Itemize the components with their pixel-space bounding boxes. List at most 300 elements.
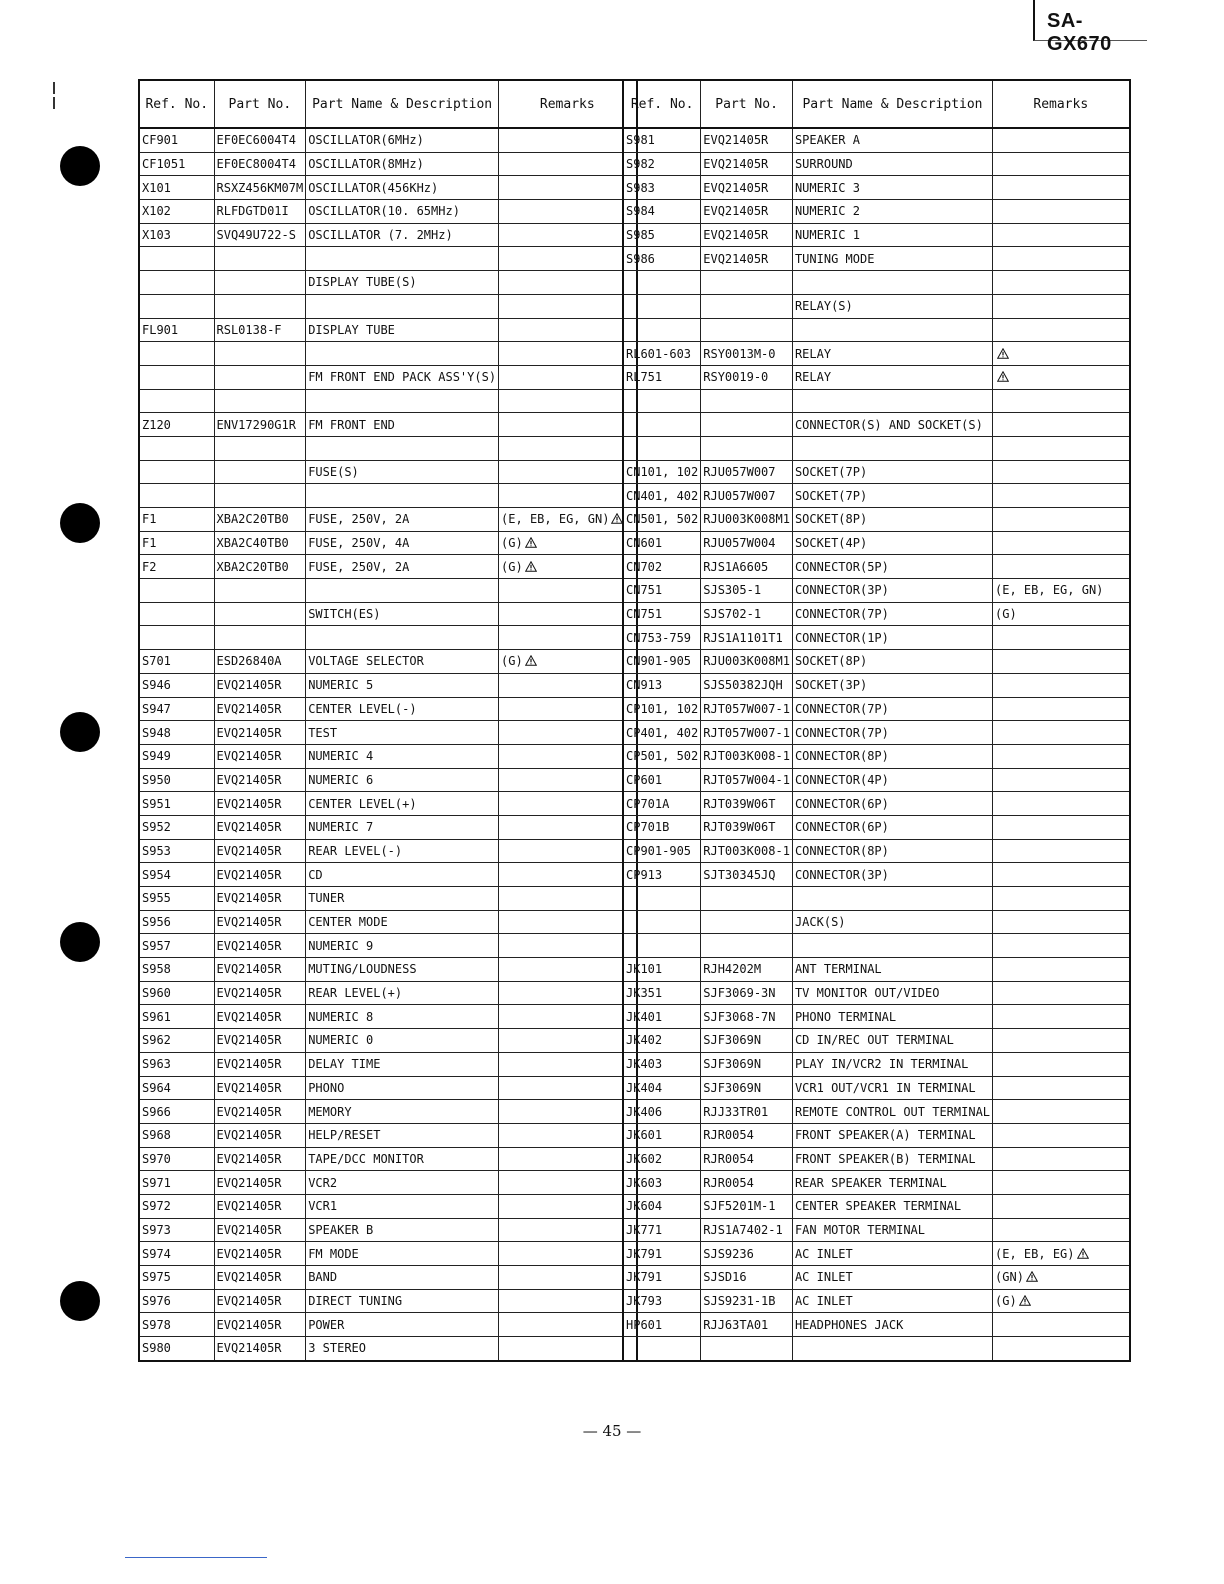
ref-no-cell — [139, 176, 214, 200]
remarks-cell — [993, 1123, 1130, 1147]
table-row — [623, 1313, 1130, 1337]
table-row — [623, 863, 1130, 887]
ref-no-cell — [139, 223, 214, 247]
part-no-cell — [701, 887, 793, 911]
table-row — [139, 839, 637, 863]
remarks-cell — [993, 1266, 1130, 1290]
safety-warning-icon — [997, 371, 1009, 382]
part-no-cell-text: RJR0054 — [703, 1151, 754, 1166]
table-row — [139, 484, 637, 508]
description-cell-text: PHONO TERMINAL — [794, 1009, 897, 1024]
table-row — [623, 839, 1130, 863]
description-cell-text: CONNECTOR(1P) — [794, 630, 889, 645]
ref-no-cell — [623, 318, 701, 342]
part-no-cell-text: EVQ21405R — [216, 1057, 282, 1072]
ref-no-cell — [623, 200, 701, 224]
part-no-cell — [214, 436, 306, 460]
part-no-cell — [214, 958, 306, 982]
description-cell — [306, 1100, 499, 1124]
remarks-cell — [993, 1029, 1130, 1053]
description-cell — [306, 887, 499, 911]
part-no-cell — [701, 460, 793, 484]
ref-no-cell — [139, 508, 214, 532]
ref-no-cell — [139, 697, 214, 721]
remarks-cell — [499, 1289, 637, 1313]
remarks-cell — [499, 1147, 637, 1171]
remarks-cell — [993, 271, 1130, 295]
ref-no-cell — [623, 1242, 701, 1266]
part-no-cell-text: RJS1A1101T1 — [703, 630, 783, 645]
model-number: SA-GX670 — [1047, 10, 1112, 55]
part-no-cell — [214, 839, 306, 863]
table-row — [139, 460, 637, 484]
remarks-cell — [993, 815, 1130, 839]
remarks-cell — [993, 484, 1130, 508]
description-cell — [792, 1100, 992, 1124]
ref-no-cell-text: S962 — [142, 1033, 171, 1048]
description-cell-text: NUMERIC 5 — [308, 678, 374, 693]
description-cell-text: AC INLET — [794, 1246, 853, 1261]
ref-no-cell-text: CN753-759 — [626, 630, 692, 645]
ref-no-cell-text: S701 — [142, 654, 171, 669]
description-cell — [792, 1171, 992, 1195]
ref-no-cell-text: CP501, 502 — [626, 749, 699, 764]
ref-no-cell-text: S983 — [626, 180, 655, 195]
remarks-cell — [499, 1123, 637, 1147]
remarks-cell — [499, 1171, 637, 1195]
remarks-cell — [993, 579, 1130, 603]
ref-no-cell-text: S973 — [142, 1222, 171, 1237]
ref-no-cell-text: CP601 — [626, 772, 663, 787]
remarks-cell — [993, 981, 1130, 1005]
part-no-cell — [701, 1313, 793, 1337]
ref-no-cell-text: JK603 — [626, 1175, 663, 1190]
description-cell-text: FRONT SPEAKER(A) TERMINAL — [794, 1128, 976, 1143]
remarks-cell — [993, 1337, 1130, 1361]
ref-no-cell-text: CN101, 102 — [626, 464, 699, 479]
description-cell — [306, 1242, 499, 1266]
description-cell-text: REAR LEVEL(-) — [308, 843, 403, 858]
ref-no-cell — [623, 294, 701, 318]
part-no-cell — [701, 768, 793, 792]
part-no-cell — [214, 1171, 306, 1195]
description-cell — [792, 1076, 992, 1100]
remarks-cell — [993, 247, 1130, 271]
part-no-cell-text: SJS305-1 — [703, 583, 762, 598]
ref-no-cell — [139, 910, 214, 934]
ref-no-cell — [139, 294, 214, 318]
part-no-cell-text: RJT003K008-1 — [703, 843, 790, 858]
table-row — [139, 1242, 637, 1266]
remarks-cell — [499, 508, 637, 532]
part-no-cell-text: EVQ21405R — [216, 1104, 282, 1119]
ref-no-cell-text: S955 — [142, 891, 171, 906]
description-cell — [792, 839, 992, 863]
table-row — [139, 1005, 637, 1029]
ref-no-cell — [139, 1289, 214, 1313]
part-no-cell — [214, 271, 306, 295]
table-row — [623, 815, 1130, 839]
description-cell — [792, 484, 992, 508]
part-no-cell — [701, 200, 793, 224]
ref-no-cell — [623, 721, 701, 745]
ref-no-cell — [139, 1313, 214, 1337]
description-cell — [792, 602, 992, 626]
description-cell-text: CONNECTOR(7P) — [794, 701, 889, 716]
ref-no-cell-text: F2 — [142, 559, 157, 574]
description-cell-text: CONNECTOR(8P) — [794, 749, 889, 764]
part-no-cell-text: EF0EC8004T4 — [216, 157, 296, 172]
remarks-cell — [499, 839, 637, 863]
description-cell — [306, 1052, 499, 1076]
table-row — [139, 436, 637, 460]
safety-warning-icon — [1077, 1248, 1089, 1259]
remarks-cell — [499, 271, 637, 295]
description-cell-text: CONNECTOR(7P) — [794, 725, 889, 740]
ref-no-cell — [139, 673, 214, 697]
remarks-cell — [499, 1052, 637, 1076]
description-cell — [792, 128, 992, 152]
part-no-cell — [214, 484, 306, 508]
description-cell — [792, 1194, 992, 1218]
part-no-cell — [701, 1171, 793, 1195]
ref-no-cell — [623, 1005, 701, 1029]
ref-no-cell-text: S981 — [626, 133, 655, 148]
part-no-cell — [214, 1005, 306, 1029]
table-row — [139, 1076, 637, 1100]
ref-no-cell-text: JK601 — [626, 1128, 663, 1143]
description-cell-text: SOCKET(7P) — [794, 488, 868, 503]
remarks-cell-text: (G) — [501, 536, 523, 551]
part-no-cell-text: RSXZ456KM07M — [216, 180, 304, 195]
part-no-cell — [701, 1100, 793, 1124]
part-no-cell-text: EVQ21405R — [216, 701, 282, 716]
part-no-cell-text: EVQ21405R — [216, 986, 282, 1001]
table-row — [623, 1242, 1130, 1266]
description-cell — [792, 460, 992, 484]
part-no-cell — [214, 650, 306, 674]
part-no-cell — [701, 1029, 793, 1053]
ref-no-cell — [139, 792, 214, 816]
remarks-cell — [499, 1313, 637, 1337]
remarks-cell — [993, 365, 1130, 389]
description-cell-text: VCR1 OUT/VCR1 IN TERMINAL — [794, 1080, 976, 1095]
description-cell — [792, 768, 992, 792]
part-no-cell — [214, 1242, 306, 1266]
col-remarks: Remarks — [499, 80, 637, 128]
table-row — [139, 247, 637, 271]
description-cell — [792, 413, 992, 437]
remarks-cell — [993, 152, 1130, 176]
remarks-cell — [993, 792, 1130, 816]
description-cell — [792, 294, 992, 318]
part-no-cell — [701, 673, 793, 697]
table-row — [623, 958, 1130, 982]
ref-no-cell — [623, 863, 701, 887]
remarks-cell — [993, 958, 1130, 982]
table-row — [623, 1337, 1130, 1361]
part-no-cell-text: EVQ21405R — [216, 1294, 282, 1309]
part-no-cell — [214, 389, 306, 413]
table-row — [623, 342, 1130, 366]
safety-warning-icon — [1019, 1295, 1031, 1306]
table-row — [623, 1123, 1130, 1147]
table-row — [139, 176, 637, 200]
part-no-cell-text: EVQ21405R — [216, 1270, 282, 1285]
ref-no-cell — [623, 176, 701, 200]
remarks-cell — [993, 128, 1130, 152]
ref-no-cell-text: S980 — [142, 1341, 171, 1356]
description-cell — [792, 863, 992, 887]
table-row — [139, 958, 637, 982]
ref-no-cell — [139, 1147, 214, 1171]
table-row — [139, 342, 637, 366]
remarks-cell — [499, 815, 637, 839]
part-no-cell — [214, 934, 306, 958]
table-header — [623, 80, 1130, 128]
binder-hole — [60, 922, 100, 962]
part-no-cell — [214, 1052, 306, 1076]
ref-no-cell — [139, 744, 214, 768]
ref-no-cell — [139, 128, 214, 152]
part-no-cell — [701, 1218, 793, 1242]
table-row — [139, 815, 637, 839]
description-cell-text: NUMERIC 1 — [794, 228, 860, 243]
remarks-cell — [993, 910, 1130, 934]
description-cell-text: VCR1 — [308, 1199, 338, 1214]
table-row — [623, 1266, 1130, 1290]
ref-no-cell — [139, 721, 214, 745]
table-row — [623, 223, 1130, 247]
remarks-cell-text: (E, EB, EG, GN) — [501, 512, 610, 527]
description-cell — [306, 508, 499, 532]
ref-no-cell-text: JK791 — [626, 1246, 663, 1261]
part-no-cell-text: RJR0054 — [703, 1128, 754, 1143]
part-no-cell — [214, 531, 306, 555]
table-row — [139, 365, 637, 389]
ref-no-cell-text: S958 — [142, 962, 171, 977]
ref-no-cell — [623, 1052, 701, 1076]
part-no-cell — [701, 602, 793, 626]
description-cell-text: 3 STEREO — [308, 1341, 366, 1356]
remarks-cell — [499, 910, 637, 934]
part-no-cell-text: SJS9231-1B — [703, 1294, 776, 1309]
part-no-cell — [701, 413, 793, 437]
description-cell — [792, 1005, 992, 1029]
part-no-cell-text: RJS1A6605 — [703, 559, 769, 574]
part-no-cell-text: SJF3069-3N — [703, 986, 776, 1001]
description-cell-text: OSCILLATOR(6MHz) — [308, 133, 424, 148]
ref-no-cell — [623, 1218, 701, 1242]
remarks-cell — [499, 1242, 637, 1266]
part-no-cell-text: EVQ21405R — [703, 157, 769, 172]
table-row — [139, 1100, 637, 1124]
part-no-cell — [701, 721, 793, 745]
description-cell-text: ANT TERMINAL — [794, 962, 882, 977]
description-cell-text: CONNECTOR(6P) — [794, 820, 889, 835]
page-number: — 45 — — [582, 1422, 642, 1440]
description-cell-text: FRONT SPEAKER(B) TERMINAL — [794, 1151, 976, 1166]
description-cell — [792, 626, 992, 650]
remarks-cell — [499, 223, 637, 247]
description-cell-text: CENTER LEVEL(-) — [308, 701, 417, 716]
table-row — [139, 697, 637, 721]
ref-no-cell — [623, 555, 701, 579]
description-cell — [306, 815, 499, 839]
ref-no-cell — [623, 271, 701, 295]
part-no-cell — [701, 128, 793, 152]
table-row — [623, 318, 1130, 342]
table-row — [139, 152, 637, 176]
description-cell — [792, 887, 992, 911]
ref-no-cell — [623, 579, 701, 603]
ref-no-cell-text: CN751 — [626, 583, 663, 598]
description-cell — [792, 1029, 992, 1053]
description-cell — [792, 365, 992, 389]
table-row — [623, 176, 1130, 200]
ref-no-cell — [623, 508, 701, 532]
description-cell-text: NUMERIC 4 — [308, 749, 374, 764]
ref-no-cell — [623, 839, 701, 863]
part-no-cell — [214, 294, 306, 318]
part-no-cell-text: SJF3069N — [703, 1033, 762, 1048]
ref-no-cell-text: CP101, 102 — [626, 701, 699, 716]
part-no-cell-text: EVQ21405R — [216, 725, 282, 740]
part-no-cell — [701, 1076, 793, 1100]
description-cell-text: CENTER SPEAKER TERMINAL — [794, 1199, 962, 1214]
remarks-cell — [993, 673, 1130, 697]
description-cell — [792, 1337, 992, 1361]
description-cell — [792, 1052, 992, 1076]
part-no-cell — [701, 1242, 793, 1266]
part-no-cell — [701, 815, 793, 839]
ref-no-cell-text: S948 — [142, 725, 171, 740]
ref-no-cell — [139, 152, 214, 176]
part-no-cell-text: EVQ21405R — [216, 867, 282, 882]
description-cell — [792, 1242, 992, 1266]
description-cell — [792, 271, 992, 295]
table-row — [623, 721, 1130, 745]
table-row — [623, 413, 1130, 437]
part-no-cell-text: RJT057W007-1 — [703, 701, 790, 716]
remarks-cell — [499, 626, 637, 650]
description-cell — [306, 1289, 499, 1313]
part-no-cell — [214, 1337, 306, 1361]
ref-no-cell — [139, 531, 214, 555]
ref-no-cell — [139, 815, 214, 839]
description-cell — [792, 792, 992, 816]
ref-no-cell — [623, 436, 701, 460]
remarks-cell — [499, 128, 637, 152]
part-no-cell-text: RJT057W007-1 — [703, 725, 790, 740]
description-cell-text: CONNECTOR(6P) — [794, 796, 889, 811]
ref-no-cell — [139, 200, 214, 224]
table-row — [139, 863, 637, 887]
part-no-cell-text: RJT057W004-1 — [703, 772, 790, 787]
table-row — [139, 579, 637, 603]
col-description: Part Name & Description — [792, 80, 992, 128]
ref-no-cell-text: CP701B — [626, 820, 670, 835]
ref-no-cell-text: S951 — [142, 796, 171, 811]
ref-no-cell — [139, 365, 214, 389]
remarks-cell — [499, 721, 637, 745]
table-row — [139, 934, 637, 958]
remarks-cell — [499, 436, 637, 460]
remarks-cell — [993, 1171, 1130, 1195]
description-cell — [306, 673, 499, 697]
remarks-cell — [499, 1076, 637, 1100]
ref-no-cell-text: CN901-905 — [626, 654, 692, 669]
part-no-cell-text: EVQ21405R — [216, 1080, 282, 1095]
part-no-cell — [214, 223, 306, 247]
part-no-cell — [701, 744, 793, 768]
description-cell — [306, 1313, 499, 1337]
ref-no-cell — [139, 1123, 214, 1147]
part-no-cell — [701, 1147, 793, 1171]
part-no-cell — [701, 271, 793, 295]
remarks-cell — [499, 792, 637, 816]
part-no-cell — [214, 460, 306, 484]
part-no-cell — [214, 863, 306, 887]
ref-no-cell — [623, 1337, 701, 1361]
description-cell-text: CONNECTOR(7P) — [794, 607, 889, 622]
remarks-cell — [993, 1242, 1130, 1266]
part-no-cell-text: RJU057W007 — [703, 488, 776, 503]
part-no-cell-text: EVQ21405R — [216, 1033, 282, 1048]
footer-rule — [125, 1557, 267, 1558]
description-cell — [306, 531, 499, 555]
part-no-cell — [701, 697, 793, 721]
table-row — [623, 792, 1130, 816]
part-no-cell-text: EVQ21405R — [216, 938, 282, 953]
part-no-cell-text: RJU003K008M1 — [703, 654, 790, 669]
table-row — [623, 934, 1130, 958]
part-no-cell — [214, 792, 306, 816]
part-no-cell — [214, 1313, 306, 1337]
ref-no-cell-text: S975 — [142, 1270, 171, 1285]
remarks-cell — [499, 1266, 637, 1290]
ref-no-cell-text: S957 — [142, 938, 171, 953]
ref-no-cell-text: JK793 — [626, 1294, 663, 1309]
ref-no-cell — [623, 342, 701, 366]
description-cell — [792, 1313, 992, 1337]
ref-no-cell — [139, 555, 214, 579]
description-cell-text: CONNECTOR(5P) — [794, 559, 889, 574]
description-cell-text: TUNING MODE — [794, 251, 875, 266]
part-no-cell-text: EVQ21405R — [703, 180, 769, 195]
description-cell-text: SOCKET(8P) — [794, 512, 868, 527]
part-no-cell-text: EVQ21405R — [216, 1341, 282, 1356]
remarks-cell-text: (G) — [995, 1294, 1017, 1309]
ref-no-cell — [139, 247, 214, 271]
table-row — [623, 1171, 1130, 1195]
remarks-cell — [499, 887, 637, 911]
description-cell — [792, 318, 992, 342]
safety-warning-icon — [1026, 1271, 1038, 1282]
table-row — [139, 981, 637, 1005]
remarks-cell — [993, 768, 1130, 792]
remarks-cell-text: (G) — [501, 654, 523, 669]
description-cell — [792, 579, 992, 603]
remarks-cell — [993, 1100, 1130, 1124]
description-cell-text: CONNECTOR(3P) — [794, 583, 889, 598]
ref-no-cell-text: HP601 — [626, 1317, 663, 1332]
table-row — [623, 650, 1130, 674]
remarks-cell — [993, 555, 1130, 579]
part-no-cell — [214, 887, 306, 911]
ref-no-cell — [623, 389, 701, 413]
ref-no-cell-text: JK402 — [626, 1033, 663, 1048]
